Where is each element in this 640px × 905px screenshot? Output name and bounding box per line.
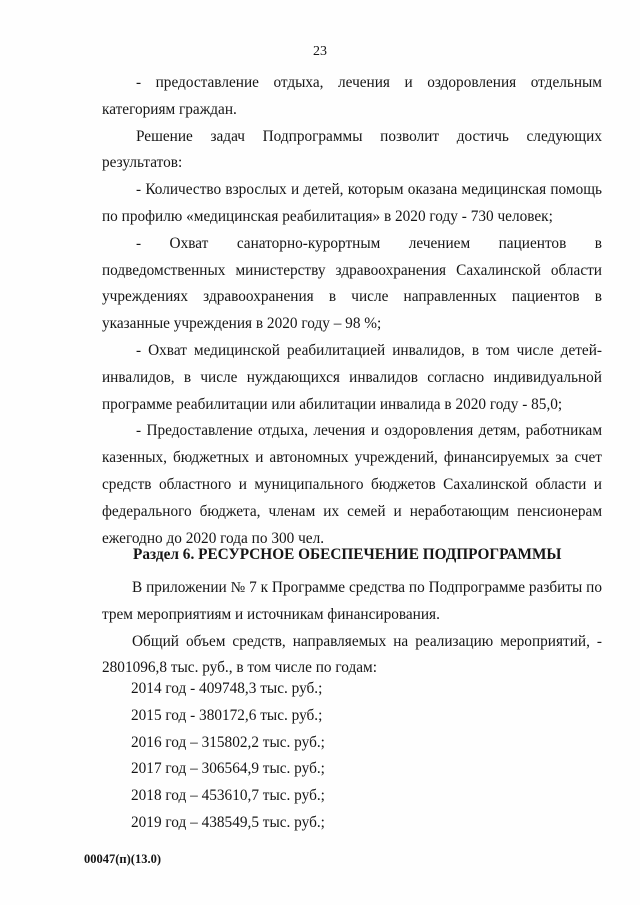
paragraph-total-funding: Общий объем средств, направляемых на реализацию мероприятий, - 2801096,8 тыс. руб., в том числе по годам: [102,632,602,677]
section-heading: Раздел 6. РЕСУРСНОЕ ОБЕСПЕЧЕНИЕ ПОДПРОГРАММЫ [133,546,562,563]
paragraph-sanatorium-coverage: - Охват санаторно-курортным лечением пациентов в подведомственных министерству здравоохранения Сахалинской области учреждениях здравоохранения в числе направленных пациентов в указанные учреждения в 2020 году – 98 %; [102,234,602,333]
paragraph-recreation-children: - Предоставление отдыха, лечения и оздоровления детям, работникам казенных, бюджетных и автономных учреждений, финансируемых за счет средств областного и муниципального бюджетов Сахалинской области и федерального бюджета, членам их семей и неработающим пенсионерам ежегодно до 2020 года по 300 чел. [102,422,602,547]
page-number: 23 [313,44,327,59]
paragraph-disabled-rehab: - Охват медицинской реабилитацией инвалидов, в том числе детей-инвалидов, в числе нуждающихся инвалидов согласно индивидуальной программе реабилитации или абилитации инвалида в 2020 году - 85,0; [102,341,602,413]
year-item-2017: 2017 год – 306564,9 тыс. руб.; [131,760,325,778]
results-section [102,70,602,552]
paragraph-results-intro: Решение задач Подпрограммы позволит достичь следующих результатов: [102,127,602,172]
paragraph-recreation-categories: - предоставление отдыха, лечения и оздоровления отдельным категориям граждан. [102,74,602,118]
funding-section [102,575,602,682]
paragraph-rehab-count: - Количество взрослых и детей, которым оказана медицинская помощь по профилю «медицинская реабилитация» в 2020 году - 730 человек; [102,181,602,225]
year-item-2018: 2018 год – 453610,7 тыс. руб.; [131,787,325,805]
document-code: 00047(п)(13.0) [84,852,161,866]
funding-by-year-list [131,676,325,837]
year-item-2014: 2014 год - 409748,3 тыс. руб.; [131,680,323,697]
year-item-2016: 2016 год – 315802,2 тыс. руб.; [131,733,325,751]
year-item-2015: 2015 год - 380172,6 тыс. руб.; [131,706,323,724]
paragraph-appendix-reference: В приложении № 7 к Программе средства по Подпрограмме разбиты по трем мероприятиям и источникам финансирования. [102,579,602,623]
year-item-2019: 2019 год – 438549,5 тыс. руб.; [131,813,325,831]
